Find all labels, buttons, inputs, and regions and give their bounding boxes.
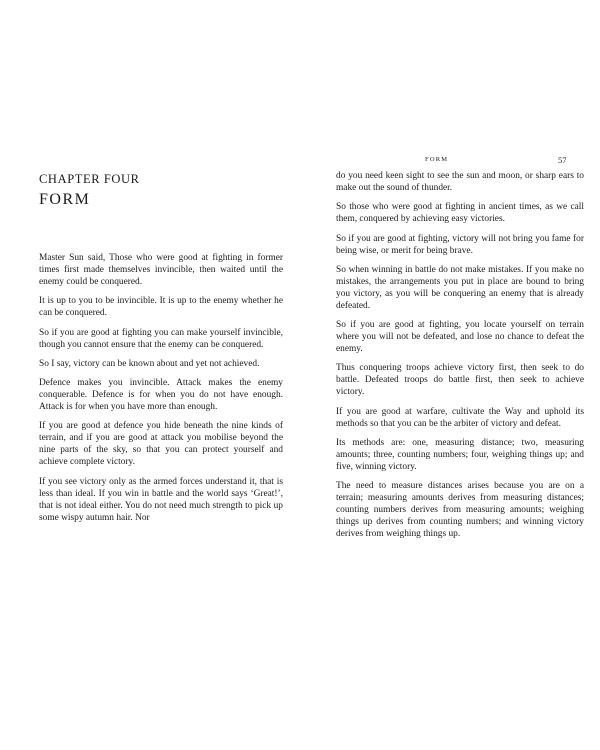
paragraph: Master Sun said, Those who were good at fighting in former times first made themselves invincible, then waited until the enemy could be conquered. xyxy=(39,253,283,287)
paragraph: It is up to you to be invincible. It is up to the enemy whether he can be conquered. xyxy=(39,296,283,319)
paragraph: Its methods are: one, measuring distance; two, measuring amounts; three, counting numbers; four, weighing things up; and five, winning victory. xyxy=(336,438,584,473)
chapter-title: FORM xyxy=(39,191,91,208)
paragraph: The need to measure distances arises because you are on a terrain; measuring amounts derives from measuring distances; counting numbers derives from measuring amounts; weighing things up derives from counting numbers; and winning victory derives from weighing things up. xyxy=(336,481,584,540)
paragraph: So when winning in battle do not make mistakes. If you make no mistakes, the arrangements you put in place are bound to bring you victory, as you will be conquering an enemy that is already defeated. xyxy=(336,264,584,311)
paragraph: Defence makes you invincible. Attack makes the enemy conquerable. Defence is for when you do not have enough. Attack is for when you have more than enough. xyxy=(39,378,283,413)
paragraph: So I say, victory can be known about and yet not achieved. xyxy=(39,358,260,369)
paragraph: So if you are good at fighting, you locate yourself on terrain where you will not be defeated, and lose no chance to defeat the enemy. xyxy=(336,320,584,355)
paragraph: So if you are good at fighting, victory will not bring you fame for being wise, or merit for being brave. xyxy=(336,233,584,256)
right-page xyxy=(300,0,600,750)
paragraph: Thus conquering troops achieve victory first, then seek to do battle. Defeated troops do battle first, then seek to achieve victory. xyxy=(336,363,584,398)
right-page-body xyxy=(336,170,584,548)
paragraph: do you need keen sight to see the sun and moon, or sharp ears to make out the sound of thunder. xyxy=(336,171,584,193)
paragraph: If you are good at defence you hide beneath the nine kinds of terrain, and if you are good at attack you mobilise beyond the nine parts of the sky, so that you can protect yourself and achieve complete victory. xyxy=(39,421,283,468)
left-page-body xyxy=(39,252,283,531)
chapter-label: CHAPTER FOUR xyxy=(39,172,140,186)
paragraph: So those who were good at fighting in ancient times, as we call them, conquered by achieving easy victories. xyxy=(336,202,584,225)
running-head: FORM xyxy=(425,156,449,163)
page-number: 57 xyxy=(558,155,567,165)
paragraph: If you see victory only as the armed forces understand it, that is less than ideal. If you win in battle and the world says ‘Great!’, that is not ideal either. You do not need much strength to pick up some wispy autumn hair. Nor xyxy=(39,476,283,523)
paragraph: If you are good at warfare, cultivate the Way and uphold its methods so that you can be the arbiter of victory and defeat. xyxy=(336,406,584,429)
paragraph: So if you are good at fighting you can make yourself invincible, though you cannot ensure that the enemy can be conquered. xyxy=(39,327,283,350)
